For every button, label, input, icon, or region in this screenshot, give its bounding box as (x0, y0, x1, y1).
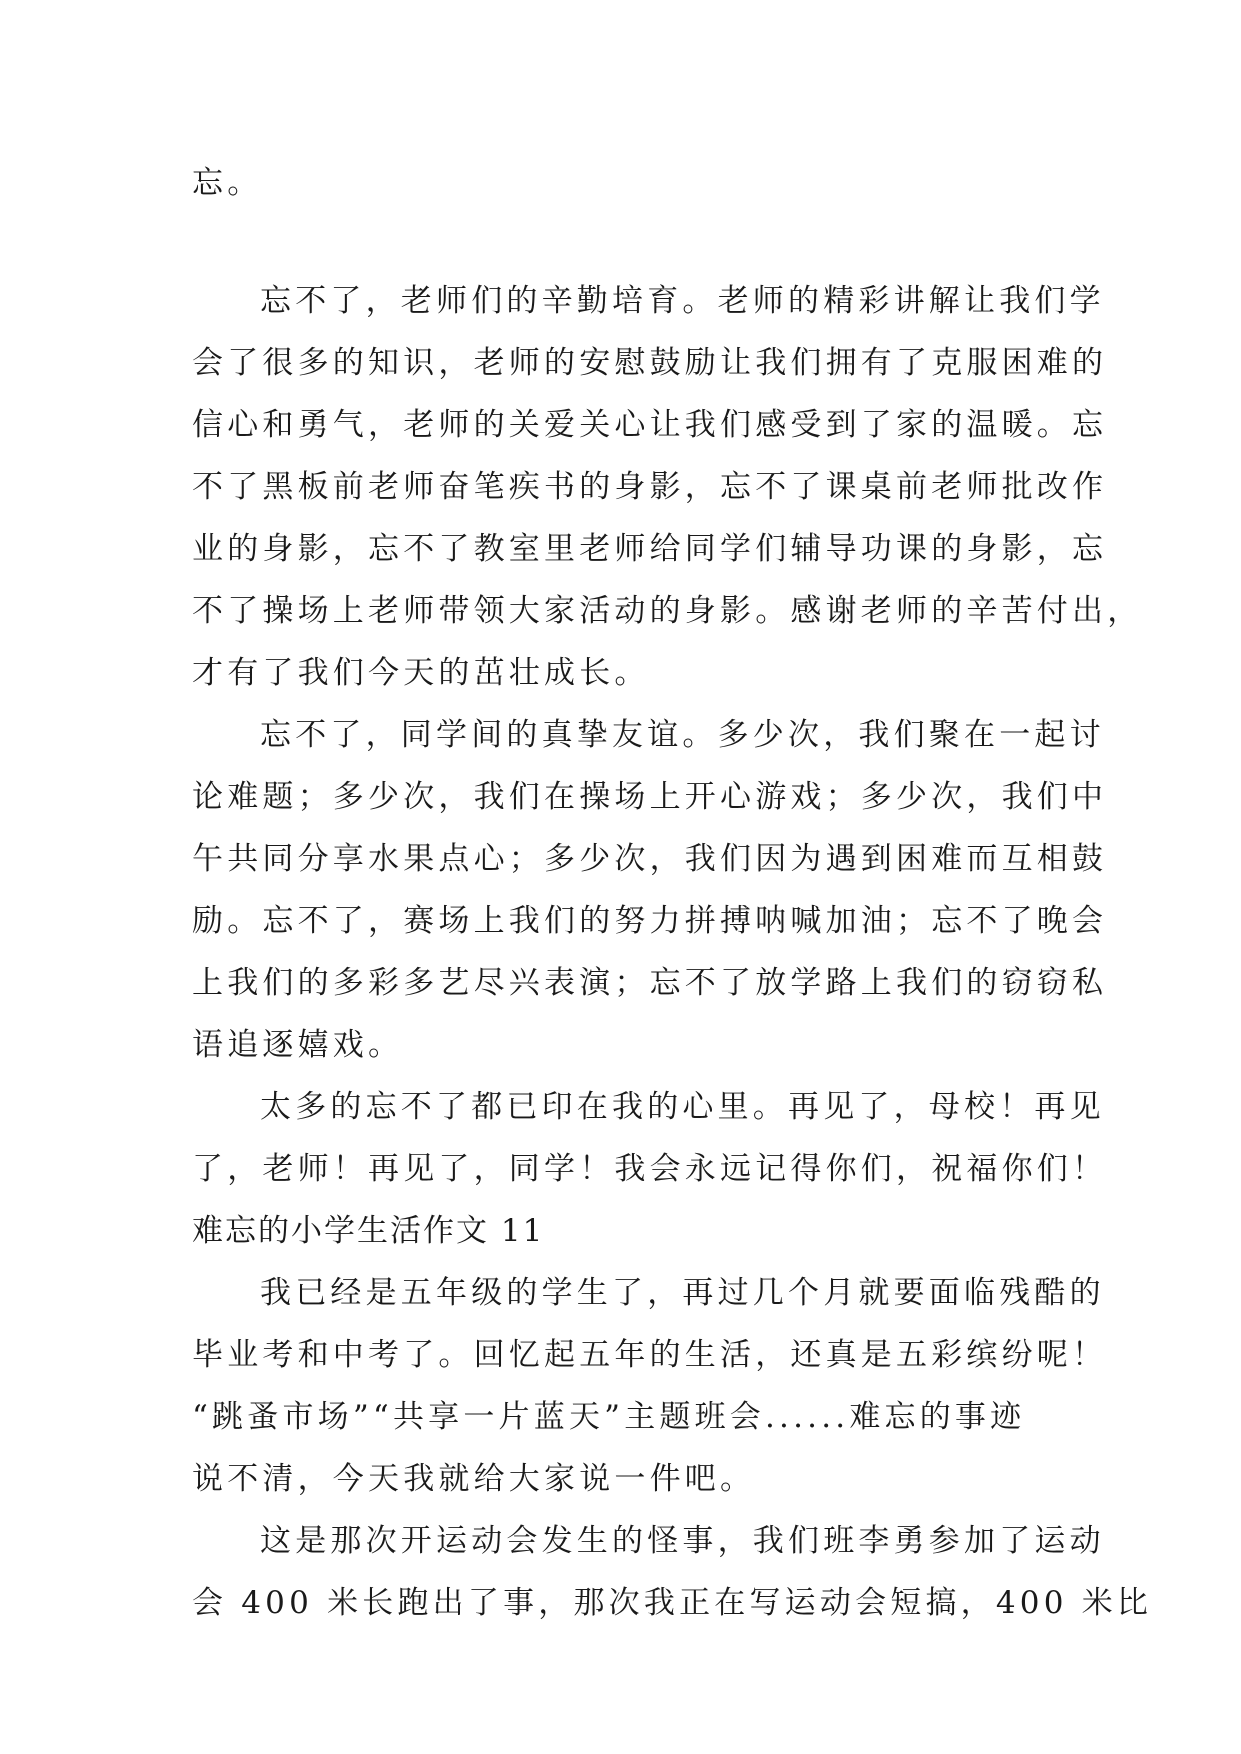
text-line: “跳蚤市场”“共享一片蓝天”主题班会......难忘的事迹 (192, 1399, 1026, 1435)
text-line: 这是那次开运动会发生的怪事，我们班李勇参加了运动 (260, 1523, 1105, 1559)
document-page (192, 152, 1153, 1634)
text-line: 会 400 米长跑出了事，那次我正在写运动会短搞，400 米比 (192, 1585, 1153, 1621)
text-line: 会了很多的知识，老师的安慰鼓励让我们拥有了克服困难的 (192, 345, 1108, 381)
paragraph-teachers (192, 270, 1143, 704)
text-line: 不了操场上老师带领大家活动的身影。感谢老师的辛苦付出， (192, 593, 1143, 629)
text-line: 毕业考和中考了。回忆起五年的生活，还真是五彩缤纷呢！ (192, 1337, 1108, 1373)
text-line: 不了黑板前老师奋笔疾书的身影，忘不了课桌前老师批改作 (192, 469, 1108, 505)
paragraph-farewell (192, 1076, 1108, 1200)
paragraph-sports-meet (192, 1510, 1153, 1634)
paragraph-continuation: 忘。 (192, 165, 263, 201)
text-line: 励。忘不了，赛场上我们的努力拼搏呐喊加油；忘不了晚会 (192, 903, 1108, 939)
text-line: 才有了我们今天的茁壮成长。 (192, 655, 650, 691)
text-line: 论难题；多少次，我们在操场上开心游戏；多少次，我们中 (192, 779, 1108, 815)
text-line: 了，老师！再见了，同学！我会永远记得你们，祝福你们！ (192, 1151, 1108, 1187)
text-line: 说不清，今天我就给大家说一件吧。 (192, 1461, 756, 1497)
paragraph-classmates (192, 704, 1108, 1076)
section-title: 难忘的小学生活作文 11 (192, 1213, 545, 1249)
text-line: 业的身影，忘不了教室里老师给同学们辅导功课的身影，忘 (192, 531, 1108, 567)
text-line: 上我们的多彩多艺尽兴表演；忘不了放学路上我们的窃窃私 (192, 965, 1108, 1001)
text-line: 忘不了，老师们的辛勤培育。老师的精彩讲解让我们学 (260, 283, 1105, 319)
text-line: 太多的忘不了都已印在我的心里。再见了，母校！再见 (260, 1089, 1105, 1125)
text-line: 我已经是五年级的学生了，再过几个月就要面临残酷的 (260, 1275, 1105, 1311)
text-line: 语追逐嬉戏。 (192, 1027, 404, 1063)
paragraph-fifth-grade (192, 1262, 1108, 1510)
text-line: 忘不了，同学间的真挚友谊。多少次，我们聚在一起讨 (260, 717, 1105, 753)
paragraph-gap (192, 214, 1054, 270)
text-line: 信心和勇气，老师的关爱关心让我们感受到了家的温暖。忘 (192, 407, 1108, 443)
text-line: 午共同分享水果点心；多少次，我们因为遇到困难而互相鼓 (192, 841, 1108, 877)
